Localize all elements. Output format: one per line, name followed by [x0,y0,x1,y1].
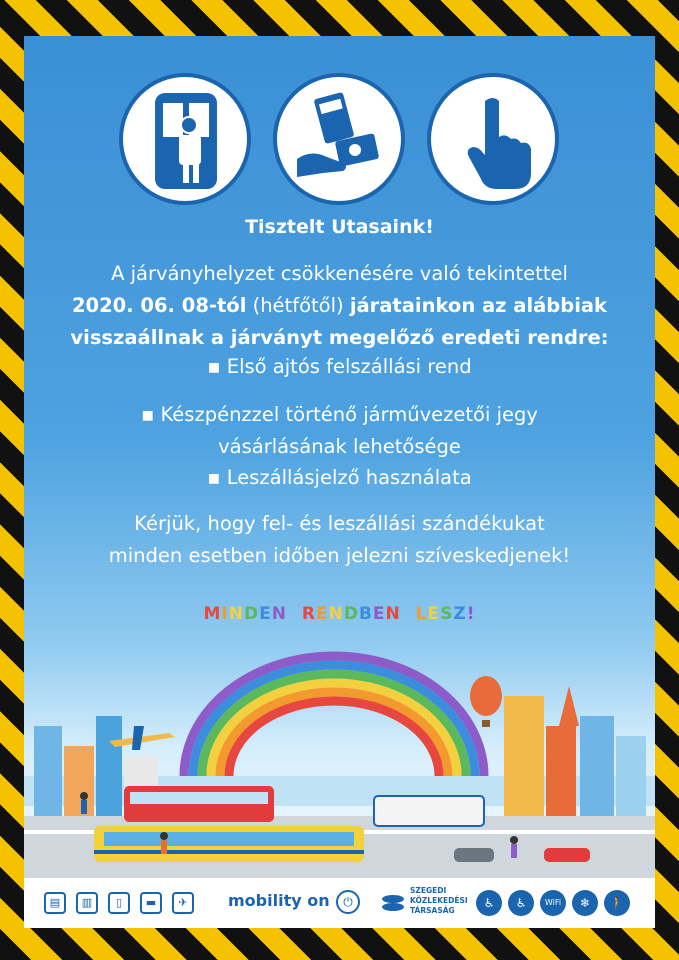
intro-line-2-rest: járatainkon az alábbiak [349,294,608,317]
slogan-letter: N [271,604,287,624]
wifi-icon: WiFi [540,890,566,916]
company-name [410,886,468,916]
outro-line-1: Kérjük, hogy fel- és leszállási szándékukat [134,512,545,535]
slogan-letter: B [358,604,373,624]
slogan-letter: L [415,604,428,624]
outro-line-2: minden esetben időben jelezni szíveskedjenek! [108,544,571,567]
intro-line-3: visszaállnak a járványt megelőző eredeti rendre: [70,326,609,349]
intro-weekday: (hétfőtől) [252,294,344,317]
szkt-logo-icon [380,890,406,916]
slogan-letter: D [343,604,359,624]
bullet-text: Készpénzzel történő járművezetői jegy [160,403,538,426]
power-icon: ⏻ [336,890,360,914]
bullet-item [24,399,655,463]
buildings-right [504,686,646,816]
bullet-item [24,351,655,383]
mobility-on-brand: mobility on [228,891,330,910]
bullet-text: vásárlásának lehetősége [218,435,461,458]
intro-date: 2020. 06. 08-tól [71,294,247,317]
hot-air-balloon [470,676,502,727]
slogan-word [302,604,401,624]
tram-icon: ▤ [44,892,66,914]
slogan-word [203,604,286,624]
bullet-symbol: ▪ [141,403,155,426]
greeting: Tisztelt Utasaink! [245,216,434,238]
front-door-boarding-icon [119,73,251,205]
bullet-text: Leszállásjelző használata [226,466,472,489]
slogan-letter: M [203,604,222,624]
yellow-tram [94,826,364,862]
slogan-letter: E [427,604,441,624]
intro-text [24,258,655,354]
intro-line-1: A járványhelyzet csökkenésére való tekintettel [111,262,568,285]
city-rainbow-illustration [24,626,655,878]
bullet-text: Első ajtós felszállási rend [226,355,472,378]
slogan-letter: E [372,604,386,624]
poster [24,36,655,928]
bullet-item [24,462,655,494]
seat-icon: ♿ [476,890,502,916]
intro-line-2 [24,290,655,322]
bullet-symbol: ▪ [207,355,221,378]
slogan-letter: N [328,604,344,624]
snowflake-icon: ❄ [572,890,598,916]
plane-icon: ✈ [172,892,194,914]
slogan [24,604,655,624]
slogan-letter: R [301,604,316,624]
slogan-letter: E [259,604,272,624]
red-bus [124,786,274,822]
trolleybus-icon: ▥ [76,892,98,914]
slogan-letter: Z [453,604,467,624]
tram [374,796,484,826]
phone-icon: ▯ [108,892,130,914]
company-line: SZEGEDI [410,886,447,895]
slogan-letter: S [440,604,454,624]
outro-text [24,508,655,572]
slogan-word [416,604,476,624]
slogan-letter: N [385,604,401,624]
footer-bar [24,878,655,928]
slogan-letter: E [315,604,329,624]
company-line: KÖZLEKEDÉSI [410,896,468,905]
ticket-purchase-icon [273,73,405,205]
bullet-symbol: ▪ [207,466,221,489]
rainbow [184,656,484,776]
wheelchair-icon: ♿ [508,890,534,916]
stop-request-icon [427,73,559,205]
walking-icon: 🚶 [604,890,630,916]
slogan-letter: N [228,604,244,624]
slogan-letter: D [243,604,260,624]
car-icon: ▬ [140,892,162,914]
company-line: TÁRSASÁG [410,906,455,915]
slogan-letter: ! [466,604,476,624]
slogan-letter: I [221,604,229,624]
